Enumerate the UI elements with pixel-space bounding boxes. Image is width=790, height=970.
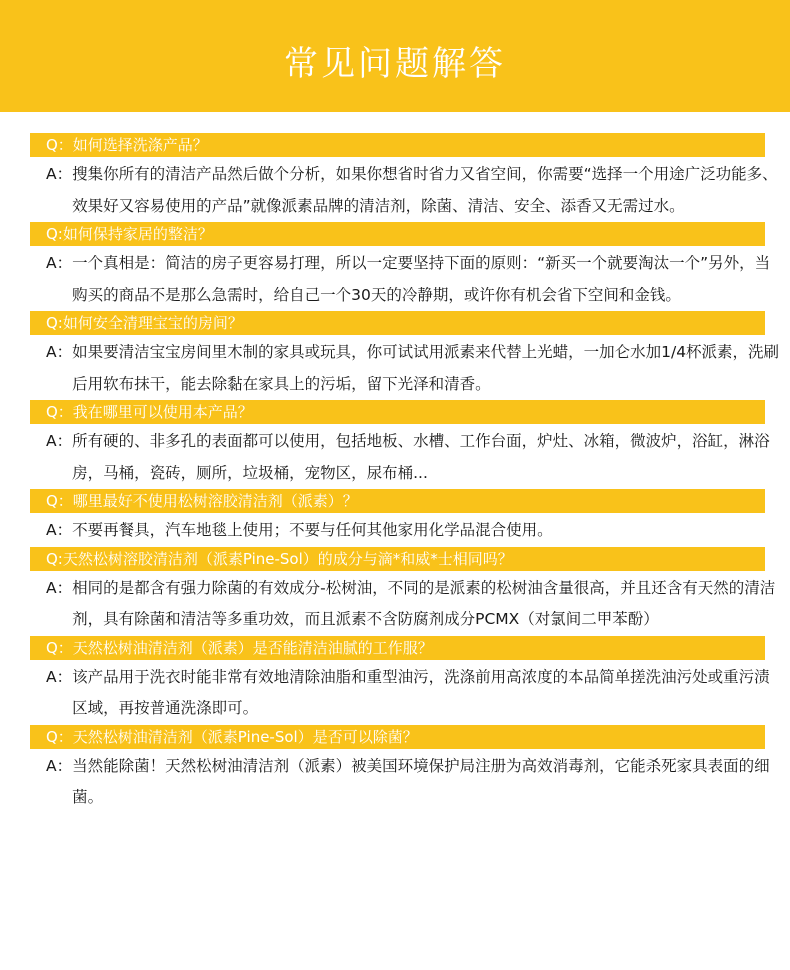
faq-item (0, 489, 790, 547)
answer-prefix: A： (46, 254, 73, 272)
answer-prefix: A： (46, 343, 73, 361)
answer-text: 相同的是都含有强力除菌的有效成分-松树油，不同的是派素的松树油含量很高，并且还含有天然的清洁剂，具有除菌和清洁等多重功效，而且派素不含防腐剂成分PCMX（对氯间二甲苯酚） (72, 578, 776, 628)
answer (46, 424, 780, 489)
answer (46, 660, 780, 725)
answer (46, 157, 780, 222)
question-bar: Q:如何安全清理宝宝的房间？ (30, 311, 765, 335)
faq-item (0, 636, 790, 725)
question-bar: Q:天然松树溶胶清洁剂（派素Pine-Sol）的成分与滴*和威*士相同吗？ (30, 547, 765, 571)
answer-text: 不要再餐具，汽车地毯上使用；不要与任何其他家用化学品混合使用。 (72, 521, 553, 539)
answer-text: 所有硬的、非多孔的表面都可以使用，包括地板、水槽、工作台面，炉灶、冰箱，微波炉，浴缸，淋浴房，马桶，瓷砖，厕所，垃圾桶，宠物区，尿布桶... (72, 432, 770, 482)
question-bar: Q：天然松树油清洁剂（派素Pine-Sol）是否可以除菌？ (30, 725, 765, 749)
answer (46, 246, 780, 311)
answer-prefix: A： (46, 521, 73, 539)
question-bar: Q:如何保持家居的整洁？ (30, 222, 765, 246)
faq-item (0, 222, 790, 311)
answer-text: 搜集你所有的清洁产品然后做个分析，如果你想省时省力又省空间，你需要“选择一个用途广泛功能多、效果好又容易使用的产品”就像派素品牌的清洁剂，除菌、清洁、安全、添香又无需过水。 (72, 165, 778, 215)
question-bar: Q：哪里最好不使用松树溶胶清洁剂（派素）？ (30, 489, 765, 513)
faq-item (0, 400, 790, 489)
answer-prefix: A： (46, 578, 73, 597)
answer (46, 571, 780, 636)
answer-prefix: A： (46, 667, 73, 686)
faq-list (0, 133, 790, 814)
answer-text: 如果要清洁宝宝房间里木制的家具或玩具，你可试试用派素来代替上光蜡，一加仑水加1/4杯派素，洗刷后用软布抹干，能去除黏在家具上的污垢，留下光泽和清香。 (72, 343, 780, 393)
question-bar: Q：我在哪里可以使用本产品？ (30, 400, 765, 424)
question-bar: Q：如何选择洗涤产品？ (30, 133, 765, 157)
answer-text: 当然能除菌！天然松树油清洁剂（派素）被美国环境保护局注册为高效消毒剂，它能杀死家具表面的细菌。 (72, 756, 770, 806)
faq-item (0, 547, 790, 636)
answer-text: 该产品用于洗衣时能非常有效地清除油脂和重型油污，洗涤前用高浓度的本品简单搓洗油污处或重污渍区域，再按普通洗涤即可。 (72, 667, 770, 717)
answer-prefix: A： (46, 756, 73, 775)
answer-prefix: A： (46, 432, 73, 450)
answer (46, 749, 780, 814)
faq-item (0, 311, 790, 400)
page-title: 常见问题解答 (284, 43, 506, 84)
answer (46, 335, 780, 400)
question-bar: Q：天然松树油清洁剂（派素）是否能清洁油腻的工作服？ (30, 636, 765, 660)
faq-item (0, 725, 790, 814)
answer-prefix: A： (46, 165, 73, 183)
answer-text: 一个真相是：简洁的房子更容易打理，所以一定要坚持下面的原则：“新买一个就要淘汰一个”另外，当购买的商品不是那么急需时，给自己一个30天的冷静期，或许你有机会省下空间和金钱。 (72, 254, 771, 304)
answer (46, 513, 780, 547)
page-header (0, 0, 790, 112)
faq-item (0, 133, 790, 222)
